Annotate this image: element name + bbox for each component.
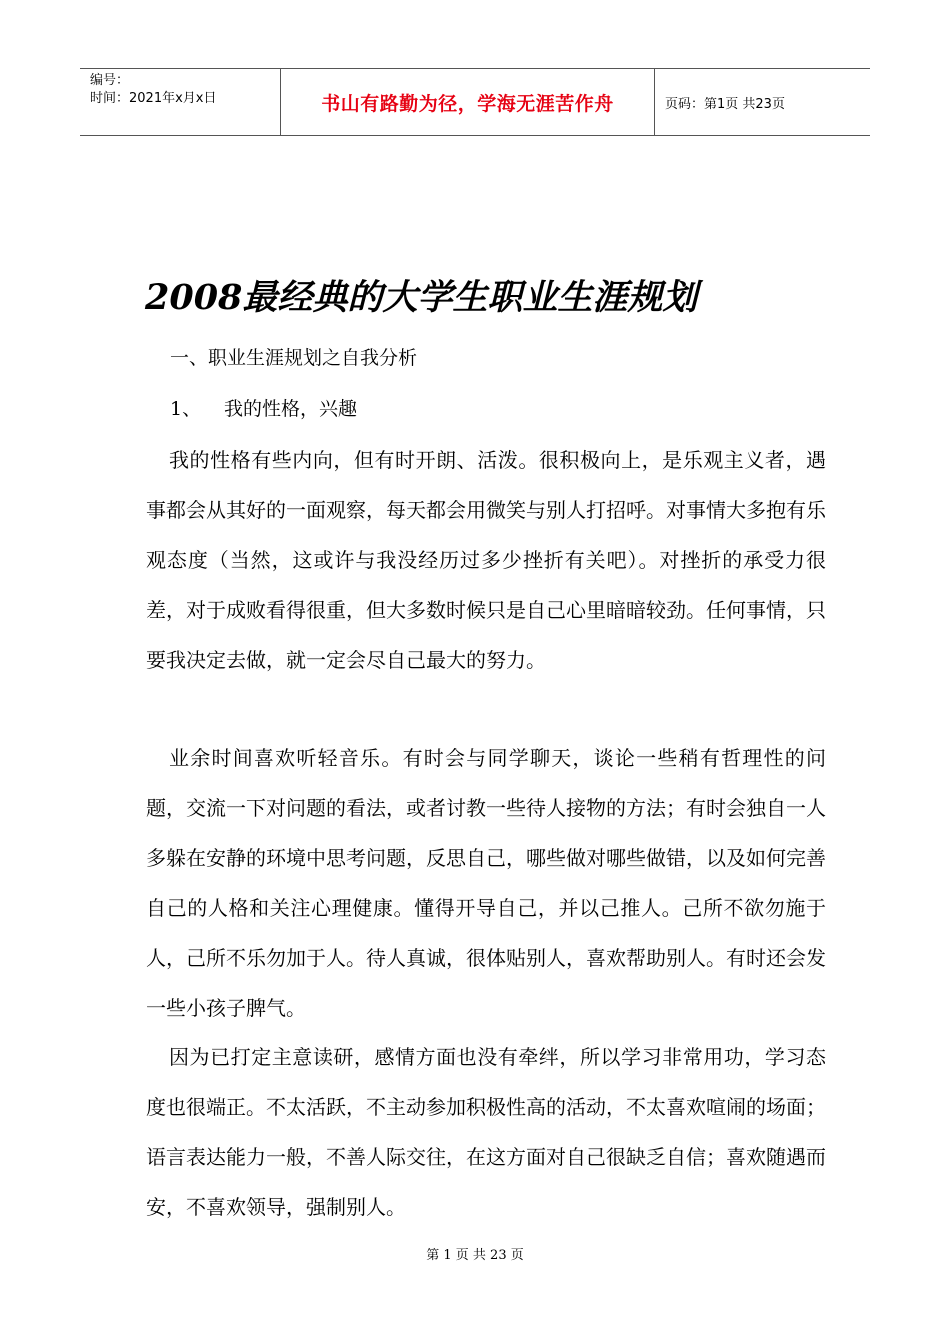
- number-label: 编号：: [90, 73, 130, 88]
- subsection-heading: [170, 395, 357, 423]
- page-info-text: 页码：第1页 共23页: [665, 96, 785, 112]
- motto-text: 书山有路勤为径，学海无涯苦作舟: [321, 92, 614, 115]
- motto-cell: [281, 69, 655, 135]
- document-title: 2008最经典的大学生职业生涯规划: [145, 277, 698, 318]
- header-meta-cell: [80, 69, 281, 135]
- time-label: 时间：2021年x月x日: [90, 91, 217, 106]
- paragraph-personality: 我的性格有些内向，但有时开朗、活泼。很积极向上，是乐观主义者，遇事都会从其好的一面观察，每天都会用微笑与别人打招呼。对事情大多抱有乐观态度（当然，这或许与我没经历过多少挫折有关吧）。对挫折的承受力很差，对于成败看得很重，但大多数时候只是自己心里暗暗较劲。任何事情，只要我决定去做，就一定会尽自己最大的努力。: [146, 448, 826, 672]
- section-heading: 一、职业生涯规划之自我分析: [170, 347, 418, 369]
- subsection-title: 我的性格，兴趣: [224, 398, 358, 420]
- page-footer: 第 1 页 共 23 页: [426, 1248, 524, 1263]
- paragraph-study-attitude: 因为已打定主意读研，感情方面也没有牵绊，所以学习非常用功，学习态度也很端正。不太活跃，不主动参加积极性高的活动，不太喜欢喧闹的场面；语言表达能力一般，不善人际交往，在这方面对自己很缺乏自信；喜欢随遇而安，不喜欢领导，强制别人。: [146, 1045, 826, 1219]
- header-table: [80, 68, 870, 136]
- page-info-cell: [655, 69, 870, 135]
- subsection-number: 1、: [170, 398, 202, 420]
- paragraph-hobbies: 业余时间喜欢听轻音乐。有时会与同学聊天，谈论一些稍有哲理性的问题，交流一下对问题的看法，或者讨教一些待人接物的方法；有时会独自一人多躲在安静的环境中思考问题，反思自己，哪些做对哪些做错，以及如何完善自己的人格和关注心理健康。懂得开导自己，并以己推人。己所不欲勿施于人，己所不乐勿加于人。待人真诚，很体贴别人，喜欢帮助别人。有时还会发一些小孩子脾气。: [146, 746, 826, 1020]
